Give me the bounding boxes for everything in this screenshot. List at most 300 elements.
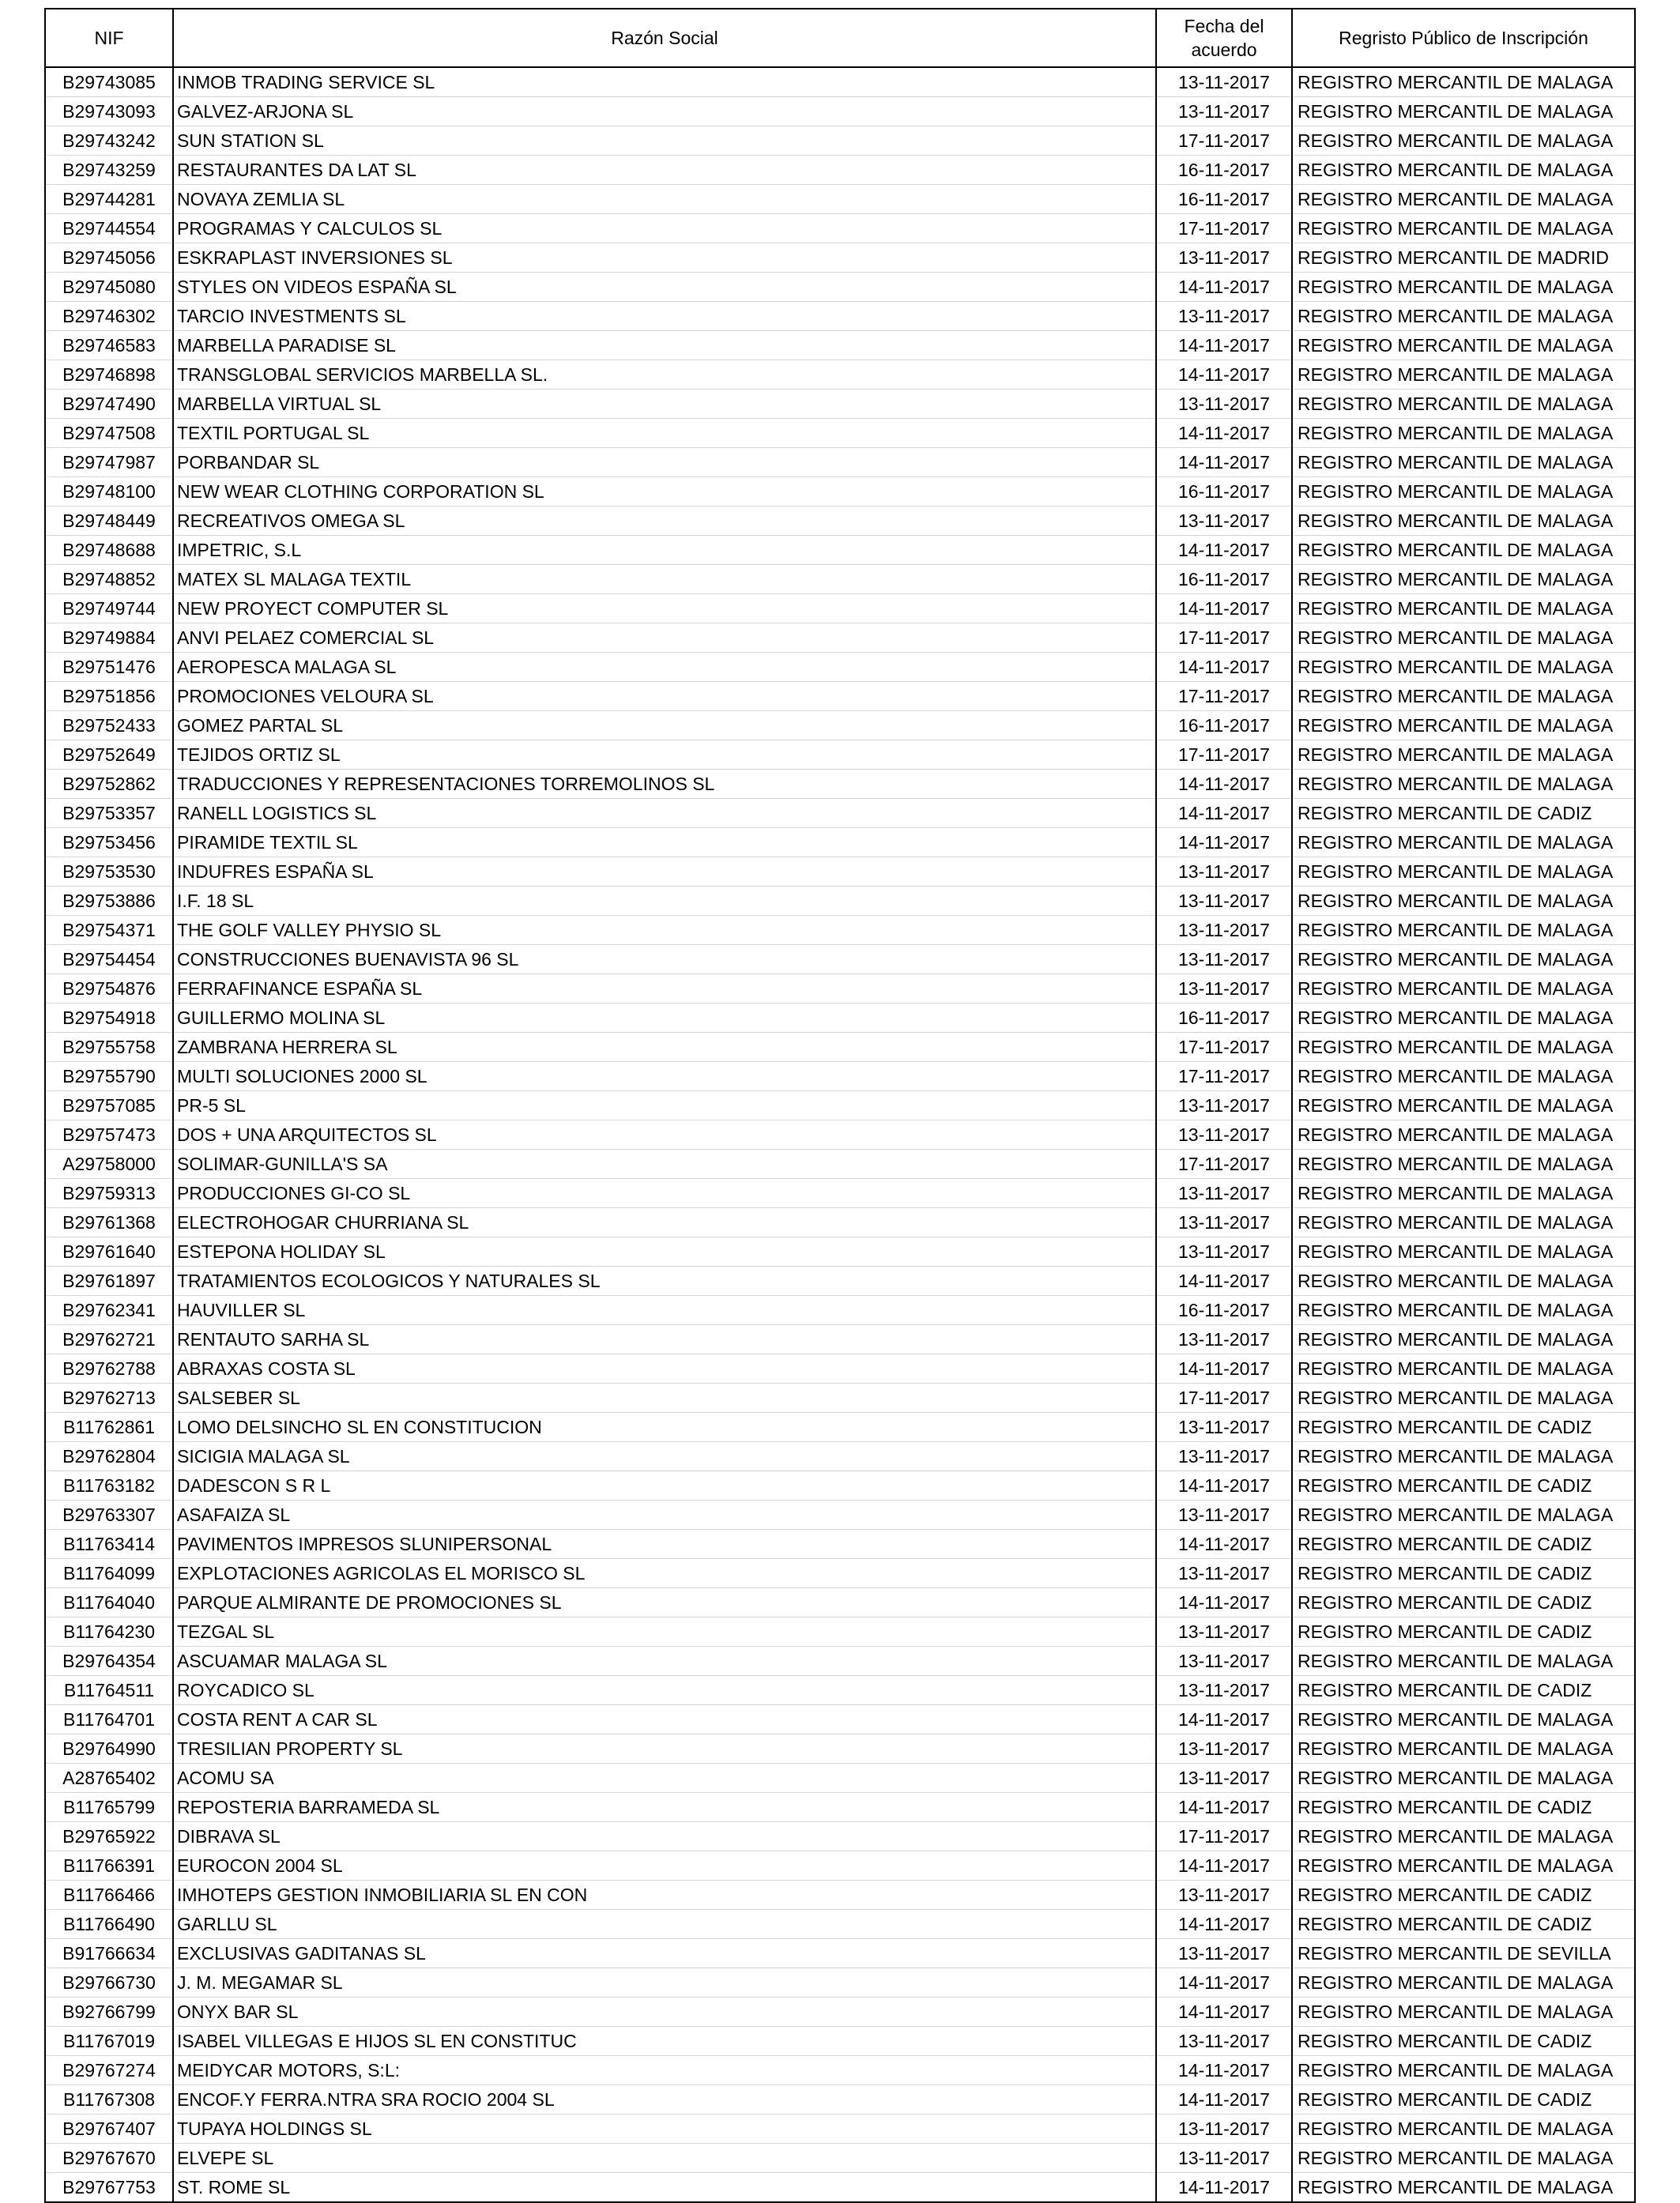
cell-razon-social: ISABEL VILLEGAS E HIJOS SL EN CONSTITUC	[173, 2027, 1156, 2056]
cell-nif: B29743259	[45, 156, 173, 185]
cell-nif: B29747508	[45, 419, 173, 448]
cell-razon-social: ANVI PELAEZ COMERCIAL SL	[173, 623, 1156, 653]
table-row	[45, 2027, 1635, 2056]
cell-razon-social: MARBELLA PARADISE SL	[173, 331, 1156, 360]
cell-razon-social: AEROPESCA MALAGA SL	[173, 653, 1156, 682]
cell-nif: B29764354	[45, 1647, 173, 1676]
cell-nif: B29767407	[45, 2115, 173, 2144]
table-row	[45, 1501, 1635, 1530]
cell-nif: B29751476	[45, 653, 173, 682]
cell-registro: REGISTRO MERCANTIL DE CADIZ	[1292, 1559, 1635, 1588]
cell-registro: REGISTRO MERCANTIL DE MALAGA	[1292, 1354, 1635, 1384]
cell-nif: B29761640	[45, 1237, 173, 1267]
cell-registro: REGISTRO MERCANTIL DE MALAGA	[1292, 1208, 1635, 1237]
table-row	[45, 740, 1635, 770]
cell-fecha: 13-11-2017	[1156, 243, 1292, 273]
cell-nif: B29757085	[45, 1091, 173, 1120]
cell-razon-social: ZAMBRANA HERRERA SL	[173, 1033, 1156, 1062]
table-row	[45, 1530, 1635, 1559]
cell-nif: B11764040	[45, 1588, 173, 1617]
table-row	[45, 799, 1635, 828]
cell-nif: B29746302	[45, 302, 173, 331]
table-row	[45, 273, 1635, 302]
table-row	[45, 360, 1635, 390]
cell-nif: B29744281	[45, 185, 173, 214]
cell-registro: REGISTRO MERCANTIL DE MALAGA	[1292, 828, 1635, 857]
cell-razon-social: RESTAURANTES DA LAT SL	[173, 156, 1156, 185]
cell-razon-social: SUN STATION SL	[173, 126, 1156, 156]
table-row	[45, 2144, 1635, 2173]
header-nif: NIF	[45, 9, 173, 67]
cell-registro: REGISTRO MERCANTIL DE MALAGA	[1292, 857, 1635, 887]
cell-registro: REGISTRO MERCANTIL DE CADIZ	[1292, 1881, 1635, 1910]
cell-registro: REGISTRO MERCANTIL DE MALAGA	[1292, 1647, 1635, 1676]
cell-fecha: 14-11-2017	[1156, 536, 1292, 565]
cell-razon-social: ASCUAMAR MALAGA SL	[173, 1647, 1156, 1676]
table-row	[45, 828, 1635, 857]
cell-razon-social: PAVIMENTOS IMPRESOS SLUNIPERSONAL	[173, 1530, 1156, 1559]
cell-fecha: 16-11-2017	[1156, 1004, 1292, 1033]
cell-razon-social: HAUVILLER SL	[173, 1296, 1156, 1325]
cell-registro: REGISTRO MERCANTIL DE MALAGA	[1292, 1384, 1635, 1413]
table-row	[45, 126, 1635, 156]
cell-nif: B92766799	[45, 1998, 173, 2027]
cell-nif: B29754454	[45, 945, 173, 974]
cell-registro: REGISTRO MERCANTIL DE MALAGA	[1292, 477, 1635, 507]
cell-fecha: 14-11-2017	[1156, 1267, 1292, 1296]
header-row	[45, 9, 1635, 67]
table-row	[45, 1968, 1635, 1998]
cell-fecha: 14-11-2017	[1156, 2056, 1292, 2085]
cell-fecha: 16-11-2017	[1156, 185, 1292, 214]
cell-razon-social: TEJIDOS ORTIZ SL	[173, 740, 1156, 770]
cell-registro: REGISTRO MERCANTIL DE CADIZ	[1292, 799, 1635, 828]
cell-fecha: 14-11-2017	[1156, 419, 1292, 448]
cell-razon-social: ENCOF.Y FERRA.NTRA SRA ROCIO 2004 SL	[173, 2085, 1156, 2115]
cell-fecha: 17-11-2017	[1156, 214, 1292, 243]
cell-registro: REGISTRO MERCANTIL DE MALAGA	[1292, 185, 1635, 214]
table-row	[45, 507, 1635, 536]
cell-registro: REGISTRO MERCANTIL DE CADIZ	[1292, 1530, 1635, 1559]
cell-razon-social: PROGRAMAS Y CALCULOS SL	[173, 214, 1156, 243]
table-row	[45, 1851, 1635, 1881]
cell-nif: B29754876	[45, 974, 173, 1004]
cell-registro: REGISTRO MERCANTIL DE MALAGA	[1292, 1033, 1635, 1062]
table-row	[45, 331, 1635, 360]
cell-fecha: 13-11-2017	[1156, 945, 1292, 974]
cell-registro: REGISTRO MERCANTIL DE MALAGA	[1292, 1179, 1635, 1208]
cell-razon-social: NEW PROYECT COMPUTER SL	[173, 594, 1156, 623]
cell-nif: B29762713	[45, 1384, 173, 1413]
cell-nif: A28765402	[45, 1764, 173, 1793]
cell-fecha: 17-11-2017	[1156, 1822, 1292, 1851]
registry-table-container	[44, 8, 1634, 2203]
cell-fecha: 13-11-2017	[1156, 887, 1292, 916]
cell-registro: REGISTRO MERCANTIL DE MALAGA	[1292, 974, 1635, 1004]
cell-razon-social: ROYCADICO SL	[173, 1676, 1156, 1705]
table-row	[45, 1033, 1635, 1062]
cell-registro: REGISTRO MERCANTIL DE MALAGA	[1292, 536, 1635, 565]
cell-nif: A29758000	[45, 1150, 173, 1179]
table-row	[45, 1413, 1635, 1442]
cell-fecha: 17-11-2017	[1156, 1384, 1292, 1413]
cell-razon-social: LOMO DELSINCHO SL EN CONSTITUCION	[173, 1413, 1156, 1442]
table-row	[45, 536, 1635, 565]
cell-registro: REGISTRO MERCANTIL DE MALAGA	[1292, 302, 1635, 331]
table-row	[45, 1764, 1635, 1793]
cell-razon-social: GUILLERMO MOLINA SL	[173, 1004, 1156, 1033]
cell-fecha: 13-11-2017	[1156, 302, 1292, 331]
table-row	[45, 594, 1635, 623]
cell-registro: REGISTRO MERCANTIL DE MALAGA	[1292, 67, 1635, 97]
cell-razon-social: ABRAXAS COSTA SL	[173, 1354, 1156, 1384]
cell-registro: REGISTRO MERCANTIL DE MALAGA	[1292, 507, 1635, 536]
cell-nif: B29765922	[45, 1822, 173, 1851]
table-row	[45, 2056, 1635, 2085]
cell-nif: B29751856	[45, 682, 173, 711]
cell-razon-social: RANELL LOGISTICS SL	[173, 799, 1156, 828]
cell-fecha: 14-11-2017	[1156, 2173, 1292, 2203]
cell-fecha: 13-11-2017	[1156, 390, 1292, 419]
cell-nif: B11764701	[45, 1705, 173, 1734]
cell-registro: REGISTRO MERCANTIL DE MALAGA	[1292, 156, 1635, 185]
table-row	[45, 1442, 1635, 1471]
table-row	[45, 1296, 1635, 1325]
table-row	[45, 1705, 1635, 1734]
cell-fecha: 13-11-2017	[1156, 1413, 1292, 1442]
cell-registro: REGISTRO MERCANTIL DE MALAGA	[1292, 1150, 1635, 1179]
cell-fecha: 13-11-2017	[1156, 1734, 1292, 1764]
table-row	[45, 2085, 1635, 2115]
cell-registro: REGISTRO MERCANTIL DE MALAGA	[1292, 2056, 1635, 2085]
table-row	[45, 419, 1635, 448]
cell-registro: REGISTRO MERCANTIL DE MALAGA	[1292, 448, 1635, 477]
cell-fecha: 17-11-2017	[1156, 682, 1292, 711]
cell-nif: B29767274	[45, 2056, 173, 2085]
table-row	[45, 945, 1635, 974]
cell-registro: REGISTRO MERCANTIL DE MALAGA	[1292, 1325, 1635, 1354]
cell-razon-social: EXCLUSIVAS GADITANAS SL	[173, 1939, 1156, 1968]
table-row	[45, 1910, 1635, 1939]
cell-razon-social: RECREATIVOS OMEGA SL	[173, 507, 1156, 536]
cell-fecha: 13-11-2017	[1156, 97, 1292, 126]
cell-nif: B29762788	[45, 1354, 173, 1384]
table-row	[45, 1267, 1635, 1296]
table-row	[45, 185, 1635, 214]
cell-nif: B29762341	[45, 1296, 173, 1325]
cell-registro: REGISTRO MERCANTIL DE MALAGA	[1292, 770, 1635, 799]
cell-nif: B11765799	[45, 1793, 173, 1822]
cell-registro: REGISTRO MERCANTIL DE MALAGA	[1292, 1120, 1635, 1150]
cell-nif: B11767308	[45, 2085, 173, 2115]
table-row	[45, 1179, 1635, 1208]
table-row	[45, 1091, 1635, 1120]
cell-nif: B91766634	[45, 1939, 173, 1968]
cell-razon-social: MEIDYCAR MOTORS, S:L:	[173, 2056, 1156, 2085]
cell-registro: REGISTRO MERCANTIL DE CADIZ	[1292, 2027, 1635, 2056]
cell-nif: B29767753	[45, 2173, 173, 2203]
cell-fecha: 16-11-2017	[1156, 711, 1292, 740]
header-fecha-acuerdo	[1156, 9, 1292, 67]
cell-registro: REGISTRO MERCANTIL DE MALAGA	[1292, 623, 1635, 653]
cell-fecha: 14-11-2017	[1156, 1354, 1292, 1384]
table-row	[45, 770, 1635, 799]
cell-fecha: 13-11-2017	[1156, 857, 1292, 887]
cell-razon-social: GOMEZ PARTAL SL	[173, 711, 1156, 740]
cell-razon-social: SALSEBER SL	[173, 1384, 1156, 1413]
cell-fecha: 17-11-2017	[1156, 126, 1292, 156]
table-row	[45, 1325, 1635, 1354]
table-row	[45, 1939, 1635, 1968]
cell-nif: B29763307	[45, 1501, 173, 1530]
cell-fecha: 17-11-2017	[1156, 1062, 1292, 1091]
cell-registro: REGISTRO MERCANTIL DE CADIZ	[1292, 2085, 1635, 2115]
cell-fecha: 14-11-2017	[1156, 1793, 1292, 1822]
table-row	[45, 1647, 1635, 1676]
table-row	[45, 1354, 1635, 1384]
cell-registro: REGISTRO MERCANTIL DE MALAGA	[1292, 97, 1635, 126]
table-row	[45, 1793, 1635, 1822]
cell-razon-social: FERRAFINANCE ESPAÑA SL	[173, 974, 1156, 1004]
cell-registro: REGISTRO MERCANTIL DE CADIZ	[1292, 1471, 1635, 1501]
table-row	[45, 2173, 1635, 2203]
cell-razon-social: GALVEZ-ARJONA SL	[173, 97, 1156, 126]
cell-razon-social: INMOB TRADING SERVICE SL	[173, 67, 1156, 97]
cell-nif: B11762861	[45, 1413, 173, 1442]
table-row	[45, 1881, 1635, 1910]
cell-registro: REGISTRO MERCANTIL DE MALAGA	[1292, 1091, 1635, 1120]
cell-fecha: 14-11-2017	[1156, 1910, 1292, 1939]
cell-registro: REGISTRO MERCANTIL DE MALAGA	[1292, 331, 1635, 360]
cell-nif: B29762804	[45, 1442, 173, 1471]
table-row	[45, 1384, 1635, 1413]
cell-registro: REGISTRO MERCANTIL DE MADRID	[1292, 243, 1635, 273]
cell-razon-social: RENTAUTO SARHA SL	[173, 1325, 1156, 1354]
cell-nif: B29759313	[45, 1179, 173, 1208]
cell-razon-social: GARLLU SL	[173, 1910, 1156, 1939]
table-row	[45, 97, 1635, 126]
cell-razon-social: TRESILIAN PROPERTY SL	[173, 1734, 1156, 1764]
cell-razon-social: DOS + UNA ARQUITECTOS SL	[173, 1120, 1156, 1150]
cell-registro: REGISTRO MERCANTIL DE CADIZ	[1292, 1910, 1635, 1939]
table-row	[45, 1062, 1635, 1091]
registry-table	[44, 8, 1636, 2203]
table-row	[45, 156, 1635, 185]
cell-registro: REGISTRO MERCANTIL DE MALAGA	[1292, 360, 1635, 390]
cell-fecha: 14-11-2017	[1156, 594, 1292, 623]
cell-razon-social: ACOMU SA	[173, 1764, 1156, 1793]
cell-fecha: 13-11-2017	[1156, 2027, 1292, 2056]
cell-razon-social: TARCIO INVESTMENTS SL	[173, 302, 1156, 331]
cell-razon-social: MATEX SL MALAGA TEXTIL	[173, 565, 1156, 594]
cell-fecha: 14-11-2017	[1156, 1998, 1292, 2027]
cell-fecha: 13-11-2017	[1156, 1179, 1292, 1208]
table-row	[45, 1676, 1635, 1705]
cell-nif: B11763414	[45, 1530, 173, 1559]
cell-fecha: 13-11-2017	[1156, 1442, 1292, 1471]
cell-nif: B29755758	[45, 1033, 173, 1062]
cell-fecha: 13-11-2017	[1156, 1647, 1292, 1676]
cell-razon-social: EXPLOTACIONES AGRICOLAS EL MORISCO SL	[173, 1559, 1156, 1588]
cell-fecha: 14-11-2017	[1156, 1471, 1292, 1501]
cell-razon-social: ONYX BAR SL	[173, 1998, 1156, 2027]
header-fecha-line1: Fecha del	[1184, 16, 1264, 36]
cell-registro: REGISTRO MERCANTIL DE MALAGA	[1292, 1501, 1635, 1530]
cell-fecha: 17-11-2017	[1156, 1033, 1292, 1062]
cell-razon-social: PR-5 SL	[173, 1091, 1156, 1120]
cell-nif: B29753357	[45, 799, 173, 828]
cell-nif: B29747987	[45, 448, 173, 477]
cell-razon-social: PIRAMIDE TEXTIL SL	[173, 828, 1156, 857]
cell-fecha: 14-11-2017	[1156, 448, 1292, 477]
table-row	[45, 653, 1635, 682]
cell-nif: B11764511	[45, 1676, 173, 1705]
cell-fecha: 16-11-2017	[1156, 1296, 1292, 1325]
cell-registro: REGISTRO MERCANTIL DE MALAGA	[1292, 1004, 1635, 1033]
cell-razon-social: NOVAYA ZEMLIA SL	[173, 185, 1156, 214]
cell-nif: B29764990	[45, 1734, 173, 1764]
cell-nif: B11766391	[45, 1851, 173, 1881]
cell-razon-social: SICIGIA MALAGA SL	[173, 1442, 1156, 1471]
cell-razon-social: TEXTIL PORTUGAL SL	[173, 419, 1156, 448]
cell-fecha: 13-11-2017	[1156, 974, 1292, 1004]
cell-registro: REGISTRO MERCANTIL DE MALAGA	[1292, 1998, 1635, 2027]
cell-nif: B29762721	[45, 1325, 173, 1354]
cell-razon-social: ASAFAIZA SL	[173, 1501, 1156, 1530]
cell-razon-social: TRATAMIENTOS ECOLOGICOS Y NATURALES SL	[173, 1267, 1156, 1296]
cell-registro: REGISTRO MERCANTIL DE CADIZ	[1292, 1413, 1635, 1442]
table-row	[45, 1208, 1635, 1237]
cell-nif: B29746898	[45, 360, 173, 390]
cell-fecha: 17-11-2017	[1156, 740, 1292, 770]
table-body	[45, 67, 1635, 2202]
table-row	[45, 1559, 1635, 1588]
cell-razon-social: DADESCON S R L	[173, 1471, 1156, 1501]
cell-razon-social: J. M. MEGAMAR SL	[173, 1968, 1156, 1998]
table-row	[45, 1588, 1635, 1617]
cell-registro: REGISTRO MERCANTIL DE MALAGA	[1292, 126, 1635, 156]
cell-razon-social: DIBRAVA SL	[173, 1822, 1156, 1851]
table-row	[45, 243, 1635, 273]
cell-registro: REGISTRO MERCANTIL DE MALAGA	[1292, 653, 1635, 682]
cell-nif: B29753886	[45, 887, 173, 916]
cell-razon-social: THE GOLF VALLEY PHYSIO SL	[173, 916, 1156, 945]
cell-razon-social: I.F. 18 SL	[173, 887, 1156, 916]
cell-razon-social: PROMOCIONES VELOURA SL	[173, 682, 1156, 711]
cell-registro: REGISTRO MERCANTIL DE CADIZ	[1292, 1793, 1635, 1822]
table-row	[45, 390, 1635, 419]
cell-razon-social: REPOSTERIA BARRAMEDA SL	[173, 1793, 1156, 1822]
table-row	[45, 302, 1635, 331]
cell-registro: REGISTRO MERCANTIL DE MALAGA	[1292, 2144, 1635, 2173]
cell-razon-social: NEW WEAR CLOTHING CORPORATION SL	[173, 477, 1156, 507]
cell-fecha: 16-11-2017	[1156, 156, 1292, 185]
table-row	[45, 682, 1635, 711]
cell-registro: REGISTRO MERCANTIL DE MALAGA	[1292, 682, 1635, 711]
cell-razon-social: TRANSGLOBAL SERVICIOS MARBELLA SL.	[173, 360, 1156, 390]
cell-nif: B29754918	[45, 1004, 173, 1033]
header-razon-social: Razón Social	[173, 9, 1156, 67]
header-fecha-line2: acuerdo	[1191, 40, 1257, 60]
cell-nif: B29743085	[45, 67, 173, 97]
table-header	[45, 9, 1635, 67]
cell-registro: REGISTRO MERCANTIL DE MALAGA	[1292, 1822, 1635, 1851]
cell-registro: REGISTRO MERCANTIL DE MALAGA	[1292, 1062, 1635, 1091]
table-row	[45, 1734, 1635, 1764]
cell-nif: B29749884	[45, 623, 173, 653]
cell-registro: REGISTRO MERCANTIL DE MALAGA	[1292, 945, 1635, 974]
cell-nif: B29748449	[45, 507, 173, 536]
table-row	[45, 887, 1635, 916]
cell-fecha: 14-11-2017	[1156, 331, 1292, 360]
cell-nif: B29767670	[45, 2144, 173, 2173]
cell-registro: REGISTRO MERCANTIL DE MALAGA	[1292, 1296, 1635, 1325]
cell-nif: B29745056	[45, 243, 173, 273]
cell-fecha: 14-11-2017	[1156, 770, 1292, 799]
table-row	[45, 1998, 1635, 2027]
cell-razon-social: ESKRAPLAST INVERSIONES SL	[173, 243, 1156, 273]
cell-fecha: 14-11-2017	[1156, 1588, 1292, 1617]
cell-fecha: 14-11-2017	[1156, 1705, 1292, 1734]
cell-registro: REGISTRO MERCANTIL DE MALAGA	[1292, 1705, 1635, 1734]
table-row	[45, 67, 1635, 97]
table-row	[45, 711, 1635, 740]
cell-fecha: 16-11-2017	[1156, 565, 1292, 594]
cell-registro: REGISTRO MERCANTIL DE MALAGA	[1292, 1851, 1635, 1881]
cell-nif: B29748100	[45, 477, 173, 507]
table-row	[45, 974, 1635, 1004]
cell-nif: B29743093	[45, 97, 173, 126]
cell-registro: REGISTRO MERCANTIL DE MALAGA	[1292, 2173, 1635, 2203]
cell-nif: B29761897	[45, 1267, 173, 1296]
cell-registro: REGISTRO MERCANTIL DE MALAGA	[1292, 711, 1635, 740]
cell-razon-social: TEZGAL SL	[173, 1617, 1156, 1647]
cell-registro: REGISTRO MERCANTIL DE CADIZ	[1292, 1588, 1635, 1617]
cell-nif: B29754371	[45, 916, 173, 945]
table-row	[45, 477, 1635, 507]
cell-nif: B29757473	[45, 1120, 173, 1150]
cell-fecha: 14-11-2017	[1156, 1530, 1292, 1559]
table-row	[45, 1150, 1635, 1179]
cell-fecha: 13-11-2017	[1156, 67, 1292, 97]
cell-nif: B11764230	[45, 1617, 173, 1647]
table-row	[45, 1822, 1635, 1851]
cell-nif: B29753456	[45, 828, 173, 857]
cell-nif: B29761368	[45, 1208, 173, 1237]
cell-fecha: 13-11-2017	[1156, 1120, 1292, 1150]
cell-registro: REGISTRO MERCANTIL DE MALAGA	[1292, 1237, 1635, 1267]
cell-razon-social: SOLIMAR-GUNILLA'S SA	[173, 1150, 1156, 1179]
table-row	[45, 1120, 1635, 1150]
table-row	[45, 916, 1635, 945]
cell-razon-social: COSTA RENT A CAR SL	[173, 1705, 1156, 1734]
cell-nif: B29747490	[45, 390, 173, 419]
cell-nif: B29745080	[45, 273, 173, 302]
table-row	[45, 565, 1635, 594]
cell-registro: REGISTRO MERCANTIL DE MALAGA	[1292, 594, 1635, 623]
cell-registro: REGISTRO MERCANTIL DE MALAGA	[1292, 887, 1635, 916]
table-row	[45, 1471, 1635, 1501]
cell-fecha: 13-11-2017	[1156, 1676, 1292, 1705]
cell-fecha: 14-11-2017	[1156, 653, 1292, 682]
cell-registro: REGISTRO MERCANTIL DE MALAGA	[1292, 916, 1635, 945]
cell-registro: REGISTRO MERCANTIL DE MALAGA	[1292, 1764, 1635, 1793]
cell-razon-social: TUPAYA HOLDINGS SL	[173, 2115, 1156, 2144]
cell-razon-social: STYLES ON VIDEOS ESPAÑA SL	[173, 273, 1156, 302]
cell-fecha: 14-11-2017	[1156, 360, 1292, 390]
cell-fecha: 13-11-2017	[1156, 1881, 1292, 1910]
cell-nif: B29766730	[45, 1968, 173, 1998]
